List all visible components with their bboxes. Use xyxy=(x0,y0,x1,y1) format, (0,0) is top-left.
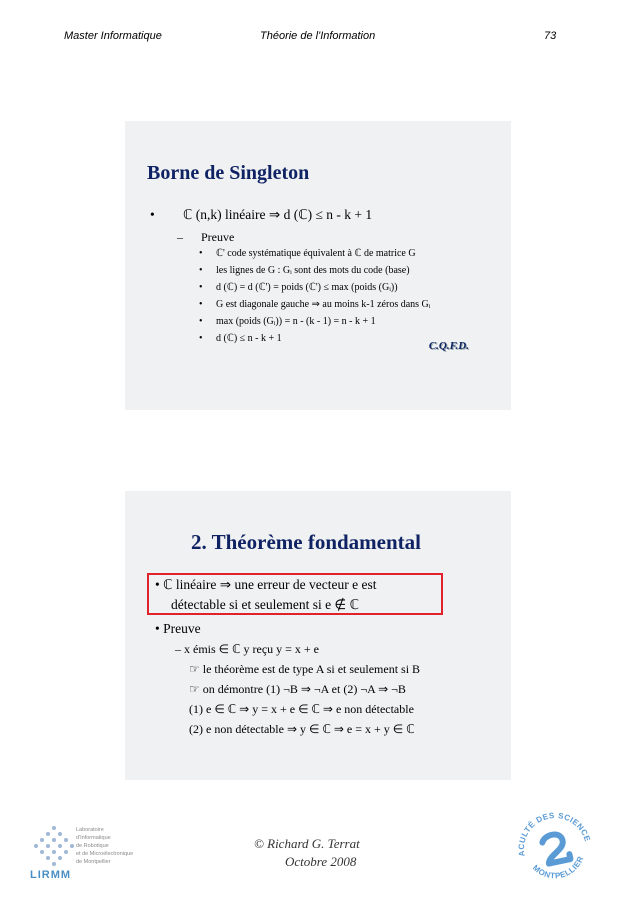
slide-title: Borne de Singleton xyxy=(147,162,310,184)
lirmm-line: d'Informatique xyxy=(76,835,111,841)
lirmm-line: et de Microélectronique xyxy=(76,851,134,857)
sub-bullet: • xyxy=(199,248,203,259)
svg-text:MONTPELLIER: MONTPELLIER xyxy=(530,854,586,881)
faculte-sciences-logo xyxy=(512,806,598,892)
proof-heading: • Preuve xyxy=(155,621,201,636)
footer-author: © Richard G. Terrat xyxy=(254,836,360,851)
lirmm-line: Laboratoire xyxy=(76,827,104,833)
sub-bullet: • xyxy=(199,299,203,310)
proof-step: d (ℂ) = d (ℂ') = poids (ℂ') ≤ max (poids (Gᵢ)) xyxy=(216,282,398,293)
theorem-statement: ℂ (n,k) linéaire ⇒ d (ℂ) ≤ n - k + 1 xyxy=(183,207,373,222)
lirmm-line: de Robotique xyxy=(76,843,109,849)
proof-step: ℂ' code systématique équivalent à ℂ de matrice G xyxy=(216,248,416,259)
bullet-marker: • xyxy=(150,207,155,222)
svg-text:FACULTÉ DES SCIENCES: FACULTÉ DES SCIENCES xyxy=(516,810,593,857)
proof-line: ☞ le théorème est de type A si et seulement si B xyxy=(189,662,421,676)
lirmm-dots-icon xyxy=(30,824,78,868)
sub-bullet: • xyxy=(199,282,203,293)
theorem-line-2: détectable si et seulement si e ∉ ℂ xyxy=(171,597,359,612)
proof-line: (1) e ∈ ℂ ⇒ y = x + e ∈ ℂ ⇒ e non détectable xyxy=(189,702,414,716)
lirmm-logo xyxy=(26,822,146,884)
proof-step: max (poids (Gᵢ)) = n - (k - 1) = n - k + 1 xyxy=(216,316,376,327)
footer-date: Octobre 2008 xyxy=(285,854,357,869)
qed-mark: C.Q.F.D. xyxy=(428,340,469,352)
proof-line: (2) e non détectable ⇒ y ∈ ℂ ⇒ e = x + y ∈ ℂ xyxy=(189,722,415,736)
sub-bullet: • xyxy=(199,265,203,276)
proof-step: d (ℂ) ≤ n - k + 1 xyxy=(216,333,282,344)
proof-line: – x émis ∈ ℂ y reçu y = x + e xyxy=(175,642,320,656)
sub-bullet: • xyxy=(199,316,203,327)
page-number: 73 xyxy=(544,30,557,42)
theorem-line-1: • ℂ linéaire ⇒ une erreur de vecteur e est xyxy=(155,577,377,592)
lirmm-acronym: LIRMM xyxy=(30,869,72,881)
lirmm-line: de Montpellier xyxy=(76,859,111,865)
header-course: Master Informatique xyxy=(64,30,162,42)
slide-singleton xyxy=(125,121,511,410)
proof-heading: Preuve xyxy=(201,230,235,244)
proof-step: les lignes de G : Gᵢ sont des mots du code (base) xyxy=(216,265,410,276)
header-subject: Théorie de l'Information xyxy=(260,30,376,42)
dash-marker: – xyxy=(177,230,183,244)
slide-title: 2. Théorème fondamental xyxy=(191,530,422,554)
proof-line: ☞ on démontre (1) ¬B ⇒ ¬A et (2) ¬A ⇒ ¬B xyxy=(189,682,406,696)
sub-bullet: • xyxy=(199,333,203,344)
proof-step: G est diagonale gauche ⇒ au moins k-1 zéros dans Gᵢ xyxy=(216,299,431,310)
slide-fundamental-theorem xyxy=(125,491,511,780)
